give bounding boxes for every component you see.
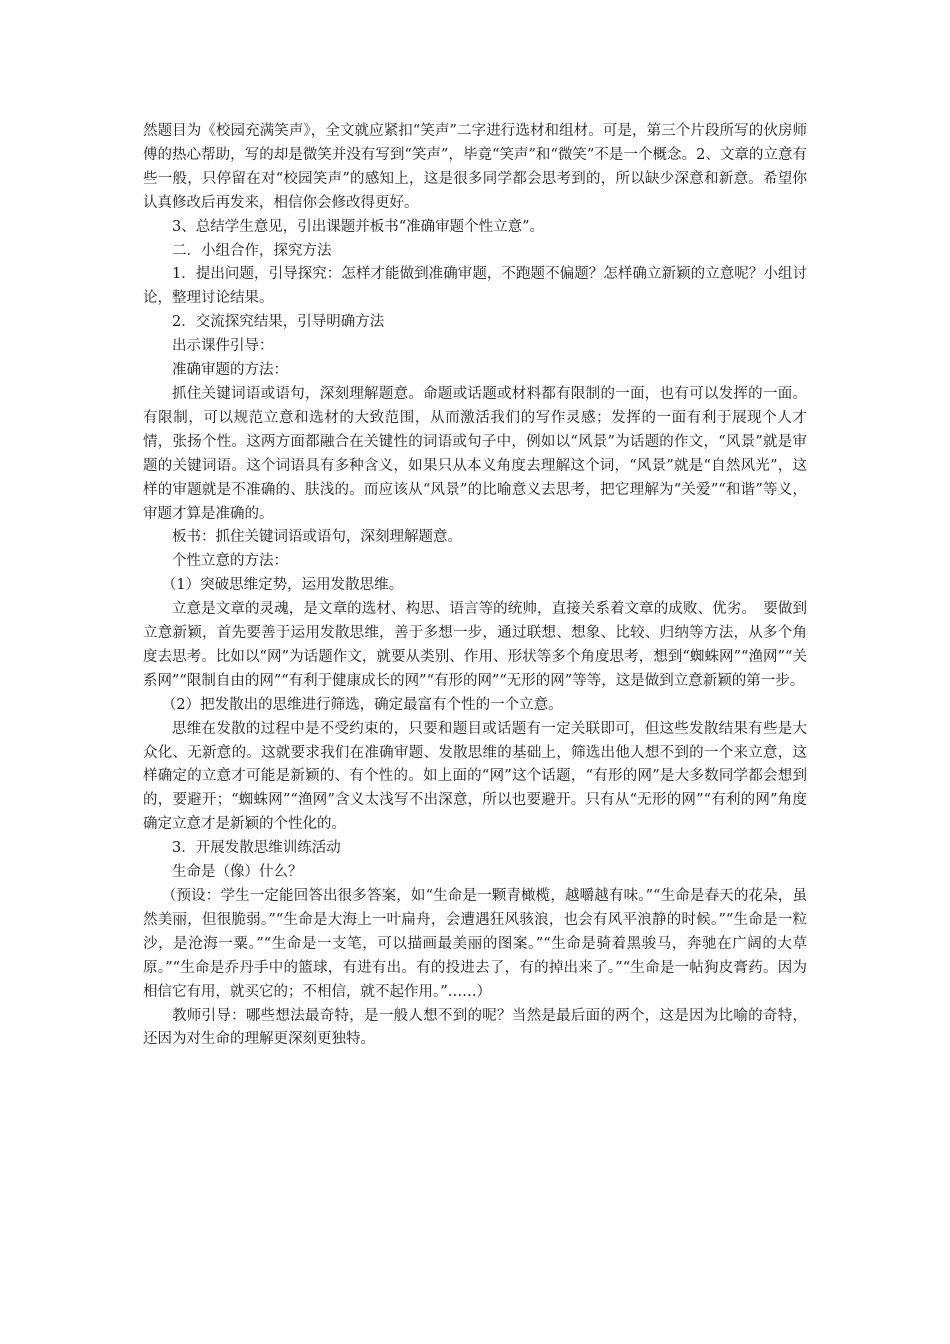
subheading-originality-method: 个性立意的方法：: [172, 553, 288, 570]
list-item-filter-ideas: （2）把发散出的思维进行筛选，确定最富有个性的一个立意。: [161, 696, 563, 713]
paragraph-life-question: 生命是（像）什么？: [172, 864, 303, 881]
paragraph-training-activity: 3．开展发散思维训练活动: [172, 840, 341, 857]
paragraph-teacher-guidance: 教师引导：哪些想法最奇特，是一般人想不到的呢？当然是最后面的两个，这是因为比喻的奇特，还因为对生命的理解更深刻更独特。: [143, 1007, 807, 1048]
paragraph-show-courseware: 出示课件引导：: [172, 338, 274, 355]
paragraph-summary-step: 3、总结学生意见，引出课题并板书“准确审题个性立意”。: [172, 218, 545, 235]
paragraph-preset-answers: （预设：学生一定能回答出很多答案，如“生命是一颗青橄榄，越嚼越有味。”“生命是春天的花朵，虽然美丽，但很脆弱。”“生命是大海上一叶扁舟，会遭遇狂风骇浪，也会有风平浪静的时候。”“生命是一粒沙，是沧海一粟。”“生命是一支笔，可以描画最美丽的图案。”“生命是骑着黑骏马，奔驰在广阔的大草原。”“生命是乔丹手中的篮球，有进有出。有的投进去了，有的掉出来了。”“生命是一帖狗皮膏药。因为相信它有用，就买它的；不相信，就不起作用。”……）: [143, 888, 807, 1000]
paragraph-exchange-results: 2．交流探究结果，引导明确方法: [172, 314, 385, 331]
paragraph-keywords-method: 抓住关键词语或语句，深刻理解题意。命题或话题或材料都有限制的一面，也有可以发挥的一面。有限制，可以规范立意和选材的大致范围，从而激活我们的写作灵感；发挥的一面有利于展现个人才情，张扬个性。这两方面都融合在关键性的词语或句子中，例如以“风景”为话题的作文，“风景”就是审题的关键词语。这个词语具有多种含义，如果只从本义角度去理解这个词，“风景”就是“自然风光”，这样的审题就是不准确的、肤浅的。而应该从“风景”的比喻意义去思考，把它理解为“关爱”“和谐”等义，审题才算是准确的。: [143, 385, 807, 522]
paragraph-theme-soul: 立意是文章的灵魂，是文章的选材、构思、语言等的统帅，直接关系着文章的成败、优劣。 要做到立意新颖，首先要善于运用发散思维，善于多想一步，通过联想、想象、比较、归纳等方法，从多个角度去思考。比如以“网”为话题作文，就要从类别、作用、形状等多个角度思考，想到“蜘蛛网”“渔网”“关系网”“限制自由的网”“有利于健康成长的网”“有形的网”“无形的网”等等，这是做到立意新颖的第一步。: [143, 601, 807, 689]
document-page: [143, 120, 807, 1052]
paragraph-raise-questions: 1．提出问题，引导探究：怎样才能做到准确审题，不跑题不偏题？怎样确立新颖的立意呢？小组讨论，整理讨论结果。: [143, 266, 807, 307]
section-heading-group-work: 二．小组合作，探究方法: [172, 242, 332, 259]
paragraph-essay-critique: 然题目为《校园充满笑声》，全文就应紧扣“笑声”二字进行选材和组材。可是，第三个片段所写的伙房师傅的热心帮助，写的却是微笑并没有写到“笑声”，毕竟“笑声”和“微笑”不是一个概念。2、文章的立意有些一般，只停留在对“校园笑声”的感知上，这是很多同学都会思考到的，所以缺少深意和新意。希望你认真修改后再发来，相信你会修改得更好。: [143, 123, 807, 211]
paragraph-board-note: 板书：抓住关键词语或语句，深刻理解题意。: [172, 529, 462, 546]
subheading-topic-method: 准确审题的方法：: [172, 362, 288, 379]
list-item-divergent-thinking: （1）突破思维定势，运用发散思维。: [161, 577, 404, 594]
paragraph-filter-explanation: 思维在发散的过程中是不受约束的，只要和题目或话题有一定关联即可，但这些发散结果有些是大众化、无新意的。这就要求我们在准确审题、发散思维的基础上，筛选出他人想不到的一个来立意，这样确定的立意才可能是新颖的、有个性的。如上面的“网”这个话题，“有形的网”是大多数同学都会想到的，要避开；“蜘蛛网”“渔网”含义太浅写不出深意，所以也要避开。只有从“无形的网”“有利的网”角度确定立意才是新颖的个性化的。: [143, 720, 807, 833]
